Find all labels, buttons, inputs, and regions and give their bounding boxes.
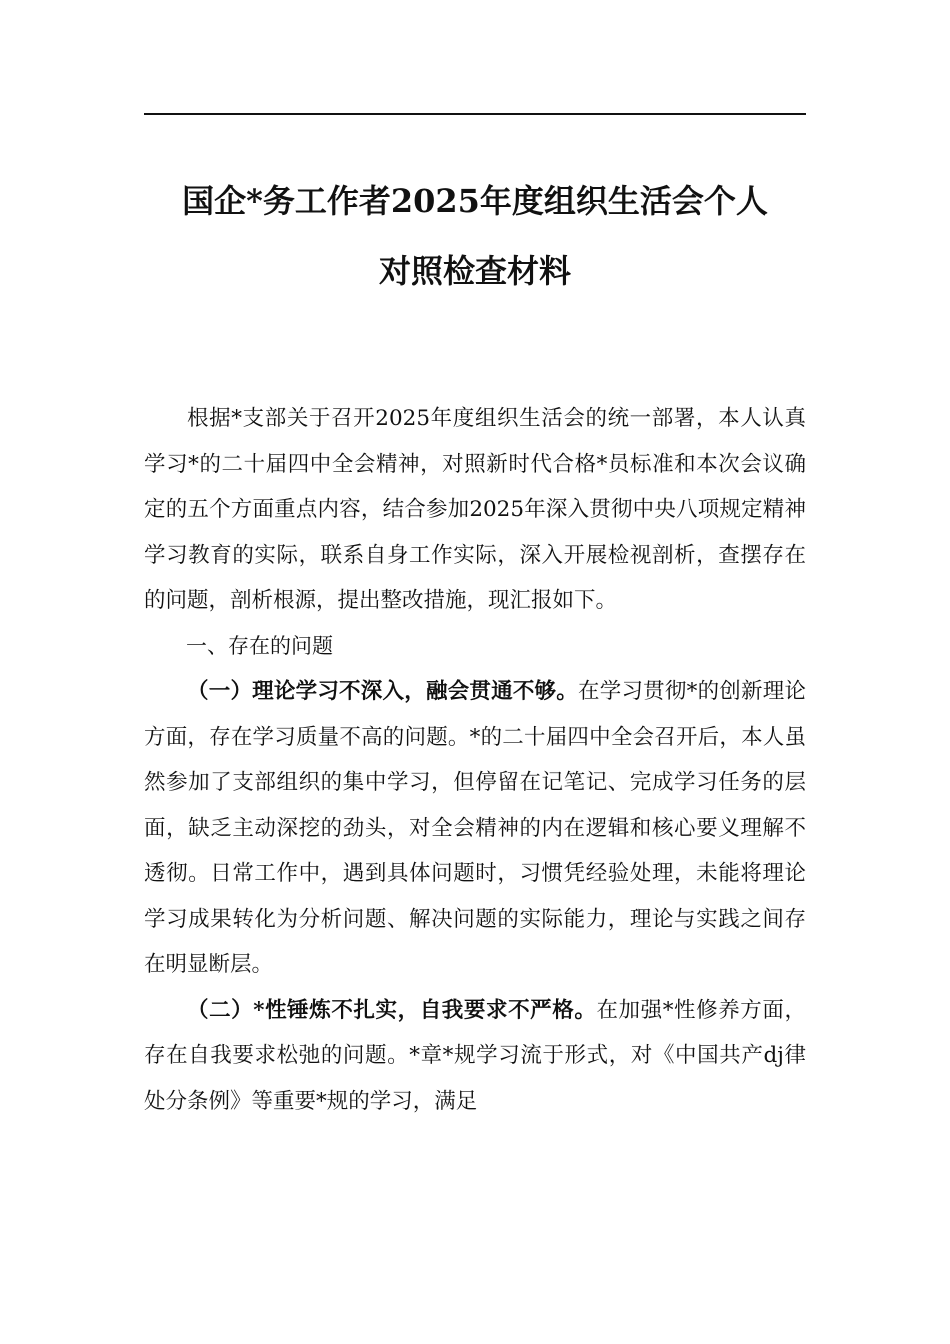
title-line-2: 对照检查材料 [378,252,571,290]
header-rule [144,113,806,115]
problem-item-2 [144,988,806,1125]
intro-paragraph: 根据*支部关于召开2025年度组织生活会的统一部署，本人认真学习*的二十届四中全会精神，对照新时代合格*员标准和本次会议确定的五个方面重点内容，结合参加2025年深入贯彻中央八项规定精神学习教育的实际，联系自身工作实际，深入开展检视剖析，查摆存在的问题，剖析根源，提出整改措施，现汇报如下。 [144,406,806,613]
document-body [144,396,806,1124]
section-heading-problems: 一、存在的问题 [186,633,333,658]
problem-item-1-body: 在学习贯彻*的创新理论方面，存在学习质量不高的问题。*的二十届四中全会召开后，本人虽然参加了支部组织的集中学习，但停留在记笔记、完成学习任务的层面，缺乏主动深挖的劲头，对全会精神的内在逻辑和核心要义理解不透彻。日常工作中，遇到具体问题时，习惯凭经验处理，未能将理论学习成果转化为分析问题、解决问题的实际能力，理论与实践之间存在明显断层。 [144,679,806,977]
problem-item-1-heading: （一）理论学习不深入，融会贯通不够。 [187,679,578,704]
title-line-1: 国企*务工作者2025年度组织生活会个人 [182,182,768,220]
problem-item-2-body: 在加强*性修养方面，存在自我要求松弛的问题。*章*规学习流于形式，对《中国共产dj律处分条例》等重要*规的学习，满足 [144,997,806,1114]
document-title [144,166,806,306]
problem-item-2-heading: （二）*性锤炼不扎实，自我要求不严格。 [187,997,597,1023]
problem-item-1 [144,669,806,988]
